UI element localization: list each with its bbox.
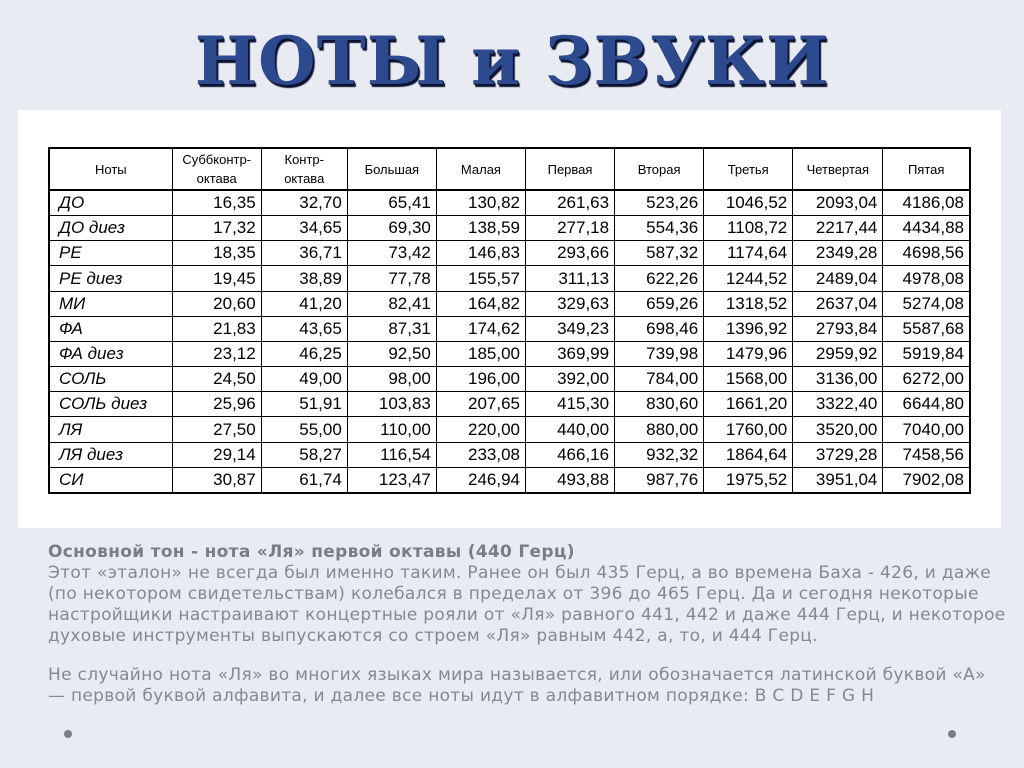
frequency-cell: 5587,68 (883, 316, 970, 341)
frequency-cell: 55,00 (261, 417, 347, 442)
frequency-cell: 622,26 (615, 266, 704, 291)
frequency-cell: 1174,64 (704, 241, 793, 266)
frequency-cell: 4698,56 (883, 241, 970, 266)
frequency-cell: 73,42 (347, 241, 436, 266)
frequency-cell: 103,83 (347, 392, 436, 417)
frequency-cell: 1318,52 (704, 291, 793, 316)
note-name-cell: РЕ диез (49, 266, 172, 291)
frequency-cell: 1479,96 (704, 341, 793, 366)
note-name-cell: РЕ (49, 241, 172, 266)
frequency-cell: 5919,84 (883, 341, 970, 366)
note-name-cell: ФА диез (49, 341, 172, 366)
column-header-line: Вторая (637, 161, 681, 177)
frequency-cell: 415,30 (525, 392, 614, 417)
table-row (49, 392, 970, 417)
frequency-cell: 2489,04 (793, 266, 883, 291)
frequency-cell: 3520,00 (793, 417, 883, 442)
table-row (49, 216, 970, 241)
note-name-cell: ДО диез (49, 216, 172, 241)
frequency-cell: 3322,40 (793, 392, 883, 417)
frequency-cell: 1108,72 (704, 216, 793, 241)
frequency-cell: 146,83 (436, 241, 525, 266)
frequency-cell: 554,36 (615, 216, 704, 241)
frequency-cell: 82,41 (347, 291, 436, 316)
frequency-cell: 4434,88 (883, 216, 970, 241)
table-row (49, 467, 970, 493)
frequency-cell: 77,78 (347, 266, 436, 291)
frequency-cell: 6272,00 (883, 367, 970, 392)
table-row (49, 367, 970, 392)
column-header-line: Ноты (94, 161, 127, 177)
frequency-cell: 329,63 (525, 291, 614, 316)
frequency-cell: 7902,08 (883, 467, 970, 493)
frequency-cell: 1864,64 (704, 442, 793, 467)
frequency-table (48, 147, 971, 494)
frequency-cell: 123,47 (347, 467, 436, 493)
frequency-cell: 58,27 (261, 442, 347, 467)
frequency-cell: 493,88 (525, 467, 614, 493)
frequency-cell: 38,89 (261, 266, 347, 291)
frequency-cell: 233,08 (436, 442, 525, 467)
table-header-row (49, 148, 970, 190)
frequency-cell: 19,45 (172, 266, 261, 291)
note-name-cell: ЛЯ диез (49, 442, 172, 467)
frequency-cell: 1661,20 (704, 392, 793, 417)
frequency-cell: 349,23 (525, 316, 614, 341)
frequency-cell: 18,35 (172, 241, 261, 266)
column-header-line: Малая (460, 161, 501, 177)
column-header-line: Контр- (284, 152, 324, 167)
frequency-cell: 698,46 (615, 316, 704, 341)
frequency-cell: 32,70 (261, 190, 347, 216)
frequency-cell: 49,00 (261, 367, 347, 392)
frequency-cell: 3136,00 (793, 367, 883, 392)
frequency-cell: 138,59 (436, 216, 525, 241)
frequency-cell: 36,71 (261, 241, 347, 266)
table-body (49, 190, 970, 493)
column-header (436, 148, 525, 190)
frequency-cell: 220,00 (436, 417, 525, 442)
frequency-cell: 29,14 (172, 442, 261, 467)
frequency-cell: 440,00 (525, 417, 614, 442)
table-row (49, 291, 970, 316)
frequency-cell: 369,99 (525, 341, 614, 366)
column-header (49, 148, 172, 190)
column-header-line: Первая (547, 161, 593, 177)
frequency-cell: 34,65 (261, 216, 347, 241)
frequency-cell: 98,00 (347, 367, 436, 392)
column-header (883, 148, 970, 190)
table-row (49, 442, 970, 467)
frequency-cell: 110,00 (347, 417, 436, 442)
frequency-cell: 784,00 (615, 367, 704, 392)
column-header (347, 148, 436, 190)
note-name-cell: ДО (49, 190, 172, 216)
frequency-cell: 30,87 (172, 467, 261, 493)
frequency-cell: 246,94 (436, 467, 525, 493)
frequency-cell: 1244,52 (704, 266, 793, 291)
table-row (49, 417, 970, 442)
table-row (49, 266, 970, 291)
frequency-cell: 3729,28 (793, 442, 883, 467)
column-header-line: Третья (727, 161, 769, 177)
frequency-cell: 659,26 (615, 291, 704, 316)
frequency-cell: 185,00 (436, 341, 525, 366)
column-header-line: Пятая (907, 161, 945, 177)
frequency-cell: 2793,84 (793, 316, 883, 341)
frequency-cell: 739,98 (615, 341, 704, 366)
column-header (615, 148, 704, 190)
note-name-cell: СОЛЬ диез (49, 392, 172, 417)
column-header (172, 148, 261, 190)
column-header-line: октава (284, 171, 325, 186)
frequency-cell: 7458,56 (883, 442, 970, 467)
frequency-cell: 196,00 (436, 367, 525, 392)
frequency-cell: 1568,00 (704, 367, 793, 392)
frequency-cell: 207,65 (436, 392, 525, 417)
frequency-cell: 174,62 (436, 316, 525, 341)
table-row (49, 341, 970, 366)
frequency-cell: 41,20 (261, 291, 347, 316)
text-paragraph-2: Не случайно нота «Ля» во многих языках мира называется, или обозначается латинской буквой «А» — первой буквой алфавита, и далее все ноты идут в алфавитном порядке: B C D E F G H (48, 665, 986, 706)
frequency-cell: 277,18 (525, 216, 614, 241)
frequency-cell: 2217,44 (793, 216, 883, 241)
frequency-cell: 2093,04 (793, 190, 883, 216)
frequency-cell: 116,54 (347, 442, 436, 467)
frequency-cell: 65,41 (347, 190, 436, 216)
frequency-cell: 25,96 (172, 392, 261, 417)
table-row (49, 241, 970, 266)
frequency-cell: 21,83 (172, 316, 261, 341)
frequency-cell: 311,13 (525, 266, 614, 291)
frequency-cell: 20,60 (172, 291, 261, 316)
frequency-cell: 293,66 (525, 241, 614, 266)
text-paragraph-1: Этот «эталон» не всегда был именно таким. Ранее он был 435 Герц, а во времена Баха - 426, и даже (по некотором свидетельствам) колебался в пределах от 396 до 465 Герц. Да и сегодня некоторые настройщики настраивают концертные рояли от «Ля» равного 441, 442 и даже 444 Герц, и некоторое духовые инструменты выпускаются со строем «Ля» равным 442, а, то, и 444 Герц. (48, 563, 1006, 646)
frequency-cell: 4186,08 (883, 190, 970, 216)
frequency-cell: 830,60 (615, 392, 704, 417)
frequency-cell: 932,32 (615, 442, 704, 467)
frequency-cell: 69,30 (347, 216, 436, 241)
note-name-cell: ФА (49, 316, 172, 341)
frequency-cell: 27,50 (172, 417, 261, 442)
bullet-dot-right (948, 730, 956, 738)
frequency-cell: 17,32 (172, 216, 261, 241)
slide-title: НОТЫ и ЗВУКИ (194, 22, 830, 100)
frequency-cell: 23,12 (172, 341, 261, 366)
frequency-cell: 1396,92 (704, 316, 793, 341)
frequency-cell: 6644,80 (883, 392, 970, 417)
frequency-cell: 46,25 (261, 341, 347, 366)
column-header-line: Большая (364, 161, 420, 177)
frequency-cell: 2637,04 (793, 291, 883, 316)
frequency-cell: 2959,92 (793, 341, 883, 366)
frequency-cell: 43,65 (261, 316, 347, 341)
column-header-line: Четвертая (806, 161, 870, 177)
column-header (261, 148, 347, 190)
text-heading: Основной тон - нота «Ля» первой октавы (440 Герц) (48, 542, 575, 562)
note-name-cell: СОЛЬ (49, 367, 172, 392)
frequency-cell: 523,26 (615, 190, 704, 216)
frequency-cell: 4978,08 (883, 266, 970, 291)
table-row (49, 316, 970, 341)
frequency-cell: 130,82 (436, 190, 525, 216)
table-panel (18, 110, 1001, 528)
frequency-cell: 392,00 (525, 367, 614, 392)
column-header-line: Суббконтр- (182, 152, 252, 167)
table-row (49, 190, 970, 216)
frequency-cell: 5274,08 (883, 291, 970, 316)
frequency-cell: 16,35 (172, 190, 261, 216)
column-header (704, 148, 793, 190)
frequency-cell: 1975,52 (704, 467, 793, 493)
frequency-cell: 164,82 (436, 291, 525, 316)
frequency-cell: 1760,00 (704, 417, 793, 442)
frequency-cell: 61,74 (261, 467, 347, 493)
column-header-line: октава (196, 171, 237, 186)
note-name-cell: МИ (49, 291, 172, 316)
note-name-cell: СИ (49, 467, 172, 493)
note-name-cell: ЛЯ (49, 417, 172, 442)
frequency-cell: 155,57 (436, 266, 525, 291)
frequency-cell: 2349,28 (793, 241, 883, 266)
frequency-cell: 24,50 (172, 367, 261, 392)
frequency-cell: 92,50 (347, 341, 436, 366)
frequency-cell: 3951,04 (793, 467, 883, 493)
frequency-cell: 87,31 (347, 316, 436, 341)
frequency-cell: 587,32 (615, 241, 704, 266)
description-text (48, 542, 1008, 707)
frequency-cell: 1046,52 (704, 190, 793, 216)
frequency-cell: 51,91 (261, 392, 347, 417)
bullet-dot-left (64, 730, 72, 738)
frequency-cell: 7040,00 (883, 417, 970, 442)
column-header (793, 148, 883, 190)
frequency-cell: 261,63 (525, 190, 614, 216)
frequency-cell: 466,16 (525, 442, 614, 467)
column-header (525, 148, 614, 190)
frequency-cell: 987,76 (615, 467, 704, 493)
frequency-cell: 880,00 (615, 417, 704, 442)
